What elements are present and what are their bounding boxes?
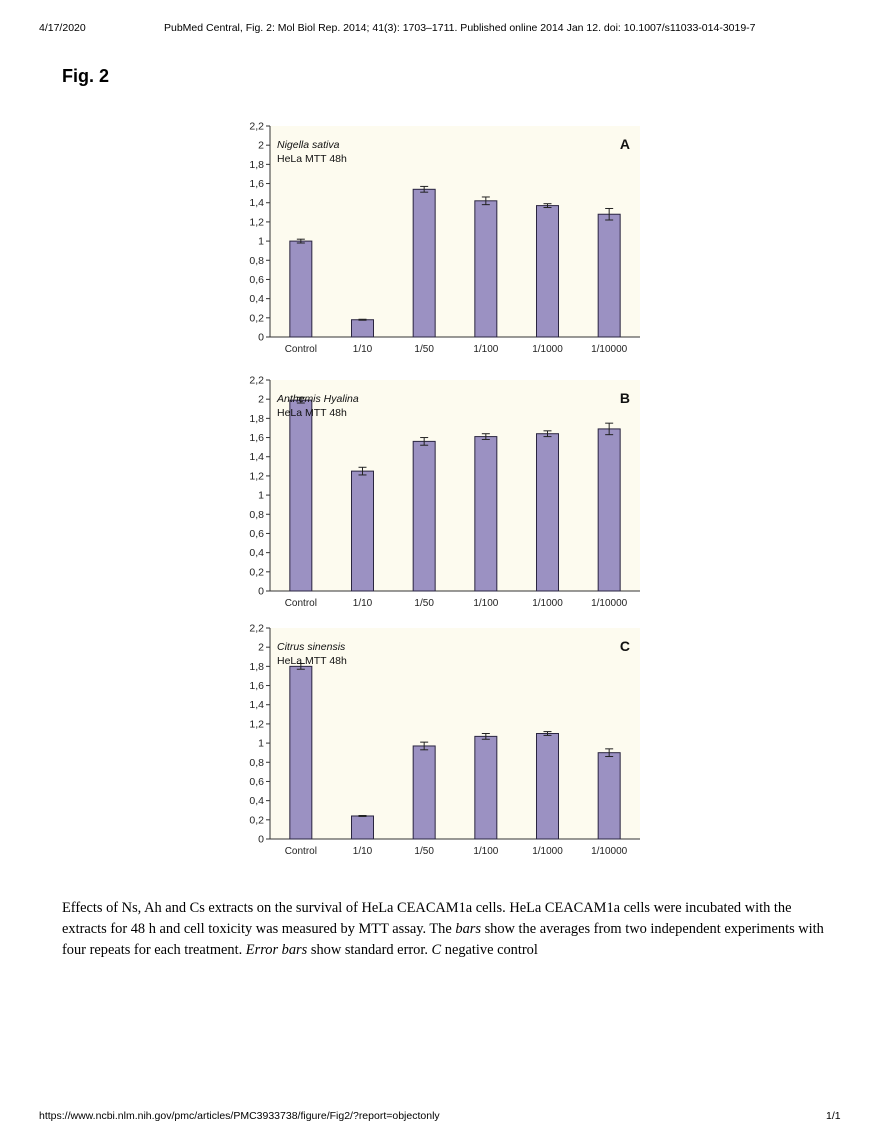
caption-bars-term: bars: [455, 921, 481, 937]
chart-panel-a: [249, 121, 640, 356]
x-tick-label: 1/10: [352, 344, 373, 355]
assay-label: HeLa MTT 48h: [277, 407, 347, 419]
bar-1-50: [413, 746, 435, 839]
bar-control: [290, 666, 312, 839]
bar-1-10: [352, 320, 374, 337]
bar-1-10000: [598, 753, 620, 839]
y-tick-label: 2: [258, 641, 264, 654]
y-tick-label: 1,8: [249, 158, 264, 171]
y-tick-label: 0: [258, 833, 264, 846]
bar-1-50: [413, 441, 435, 591]
y-tick-label: 0,8: [249, 254, 264, 267]
bar-control: [290, 241, 312, 337]
caption-text-2: show the averages from two independent experiments with four repeats for each treatment.: [62, 921, 824, 958]
y-tick-label: 2: [258, 139, 264, 152]
bar-1-100: [475, 736, 497, 839]
figure-title: Fig. 2: [62, 66, 110, 86]
y-tick-label: 0,2: [249, 814, 264, 827]
figure-caption: [62, 898, 827, 961]
bar-1-10000: [598, 429, 620, 591]
x-tick-label: 1/10000: [591, 344, 628, 355]
figure-panels: [230, 118, 650, 868]
y-tick-label: 0,6: [249, 273, 264, 286]
y-tick-label: 0,6: [249, 527, 264, 540]
x-tick-label: 1/10000: [591, 598, 628, 609]
x-tick-label: 1/50: [414, 846, 434, 857]
species-label: Nigella sativa: [277, 139, 340, 151]
panel-letter: C: [619, 638, 630, 654]
panel-letter: A: [619, 136, 630, 152]
y-tick-label: 0,2: [249, 566, 264, 579]
x-tick-label: 1/100: [473, 344, 499, 355]
x-tick-label: Control: [284, 344, 317, 355]
y-tick-label: 2,2: [249, 622, 264, 635]
chart-panel-c: [249, 623, 640, 858]
assay-label: HeLa MTT 48h: [277, 153, 347, 165]
species-label: Citrus sinensis: [277, 641, 346, 653]
y-tick-label: 0,8: [249, 756, 264, 769]
x-tick-label: 1/50: [414, 344, 434, 355]
bar-1-100: [475, 201, 497, 337]
y-tick-label: 2,2: [249, 374, 264, 387]
y-tick-label: 1,6: [249, 178, 264, 191]
x-tick-label: 1/10: [352, 846, 373, 857]
chart-panel-b: [249, 375, 640, 610]
x-tick-label: 1/1000: [532, 598, 563, 609]
assay-label: HeLa MTT 48h: [277, 655, 347, 667]
footer-page-number: 1/1: [826, 1110, 841, 1122]
x-tick-label: Control: [284, 598, 317, 609]
footer-url: https://www.ncbi.nlm.nih.gov/pmc/articles/PMC3933738/figure/Fig2/?report=objectonly: [39, 1110, 440, 1122]
panel-letter: B: [619, 390, 630, 406]
bar-1-1000: [537, 434, 559, 591]
caption-c-term: C: [431, 942, 442, 958]
x-tick-label: 1/1000: [532, 344, 563, 355]
caption-error-bars-term: Error bars: [245, 942, 308, 958]
y-tick-label: 1,8: [249, 660, 264, 673]
bar-1-10: [352, 471, 374, 591]
y-tick-label: 1: [258, 235, 264, 248]
bar-control: [290, 400, 312, 591]
y-tick-label: 1,8: [249, 412, 264, 425]
y-tick-label: 1,2: [249, 718, 264, 731]
y-tick-label: 1,6: [249, 432, 264, 445]
x-tick-label: Control: [284, 846, 317, 857]
y-tick-label: 1,6: [249, 680, 264, 693]
bar-1-100: [475, 437, 497, 591]
bar-1-50: [413, 189, 435, 337]
y-tick-label: 2,2: [249, 120, 264, 133]
y-tick-label: 0,6: [249, 775, 264, 788]
x-tick-label: 1/10000: [591, 846, 628, 857]
x-tick-label: 1/10: [352, 598, 373, 609]
x-tick-label: 1/100: [473, 598, 499, 609]
y-tick-label: 1,4: [249, 451, 264, 464]
header-citation: PubMed Central, Fig. 2: Mol Biol Rep. 2014; 41(3): 1703–1711. Published online 2014 Jan 12. doi: 10.1007/s11033-014-3019-7: [164, 22, 756, 34]
y-tick-label: 0,4: [249, 547, 264, 560]
x-tick-label: 1/100: [473, 846, 499, 857]
y-tick-label: 0: [258, 331, 264, 344]
y-tick-label: 1: [258, 737, 264, 750]
y-tick-label: 0: [258, 585, 264, 598]
caption-text-3: show standard error.: [307, 942, 432, 958]
bar-1-10000: [598, 214, 620, 337]
y-tick-label: 0,8: [249, 508, 264, 521]
y-tick-label: 0,4: [249, 795, 264, 808]
bar-1-10: [352, 816, 374, 839]
caption-text-1: Effects of Ns, Ah and Cs extracts on the survival of HeLa CEACAM1a cells. HeLa CEACAM1a cells were incubated with the extracts for 48 h and cell toxicity was measured by MTT assay. The: [62, 900, 792, 937]
caption-text-4: negative control: [441, 942, 538, 958]
bar-1-1000: [537, 734, 559, 840]
bar-1-1000: [537, 206, 559, 337]
y-tick-label: 1,2: [249, 216, 264, 229]
y-tick-label: 1,4: [249, 699, 264, 712]
species-label: Anthemis Hyalina: [277, 393, 359, 405]
x-tick-label: 1/1000: [532, 846, 563, 857]
header-date: 4/17/2020: [39, 22, 86, 34]
x-tick-label: 1/50: [414, 598, 434, 609]
y-tick-label: 1,4: [249, 197, 264, 210]
y-tick-label: 1: [258, 489, 264, 502]
y-tick-label: 0,4: [249, 293, 264, 306]
y-tick-label: 2: [258, 393, 264, 406]
y-tick-label: 0,2: [249, 312, 264, 325]
y-tick-label: 1,2: [249, 470, 264, 483]
